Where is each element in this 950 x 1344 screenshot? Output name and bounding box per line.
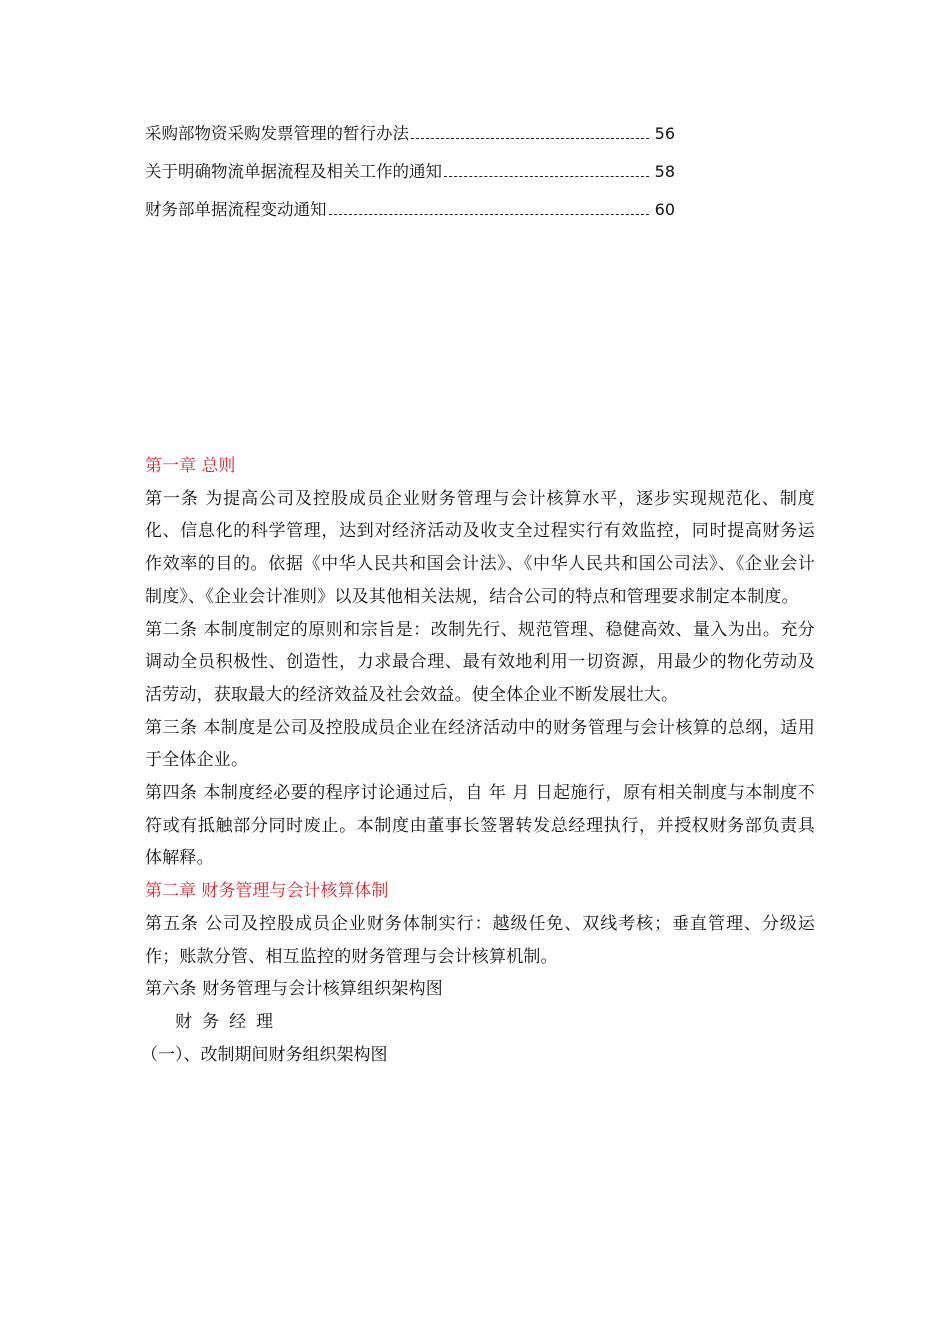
section-1-heading: （一）、改制期间财务组织架构图 xyxy=(141,1044,388,1065)
toc-leader xyxy=(329,214,649,215)
chapter-1-heading: 第一章 总则 xyxy=(145,456,236,476)
toc-entry[interactable] xyxy=(145,122,675,160)
article-6: 第六条 财务管理与会计核算组织架构图 xyxy=(145,979,444,1000)
toc-entry-page: 58 xyxy=(654,162,675,181)
document-body xyxy=(141,450,815,1071)
toc-entry[interactable] xyxy=(145,198,675,236)
chapter-2-heading: 第二章 财务管理与会计核算体制 xyxy=(145,881,389,902)
toc-entry[interactable] xyxy=(145,160,675,198)
table-of-contents xyxy=(145,122,675,236)
toc-entry-title: 采购部物资采购发票管理的暂行办法 xyxy=(145,124,409,143)
toc-entry-page: 60 xyxy=(654,200,675,219)
toc-entry-title: 关于明确物流单据流程及相关工作的通知 xyxy=(145,162,442,181)
article-2: 第二条 本制度制定的原则和宗旨是：改制先行、规范管理、稳健高效、量入为出。充分调动全员积极性、创造性，力求最合理、最有效地利用一切资源，用最少的物化劳动及活劳动，获取最大的经济效益及社会效益。使全体企业不断发展壮大。 xyxy=(145,619,815,705)
toc-entry-title: 财务部单据流程变动通知 xyxy=(145,200,327,219)
toc-entry-page: 56 xyxy=(654,124,675,143)
article-4: 第四条 本制度经必要的程序讨论通过后，自 年 月 日起施行，原有相关制度与本制度不符或有抵触部分同时废止。本制度由董事长签署转发总经理执行，并授权财务部负责具体解释。 xyxy=(145,783,815,869)
article-1: 第一条 为提高公司及控股成员企业财务管理与会计核算水平，逐步实现规范化、制度化、信息化的科学管理，达到对经济活动及收支全过程实行有效监控，同时提高财务运作效率的目的。依据《中华人民共和国会计法》、《中华人民共和国公司法》、《企业会计制度》、《企业会计准则》以及其他相关法规，结合公司的特点和管理要求制定本制度。 xyxy=(145,488,815,607)
article-3: 第三条 本制度是公司及控股成员企业在经济活动中的财务管理与会计核算的总纲，适用于全体企业。 xyxy=(145,717,815,771)
org-chart-label: 财务经理 xyxy=(175,1011,283,1032)
article-5: 第五条 公司及控股成员企业财务体制实行：越级任免、双线考核；垂直管理、分级运作；账款分管、相互监控的财务管理与会计核算机制。 xyxy=(145,913,815,967)
toc-leader xyxy=(411,138,649,139)
toc-leader xyxy=(444,176,649,177)
